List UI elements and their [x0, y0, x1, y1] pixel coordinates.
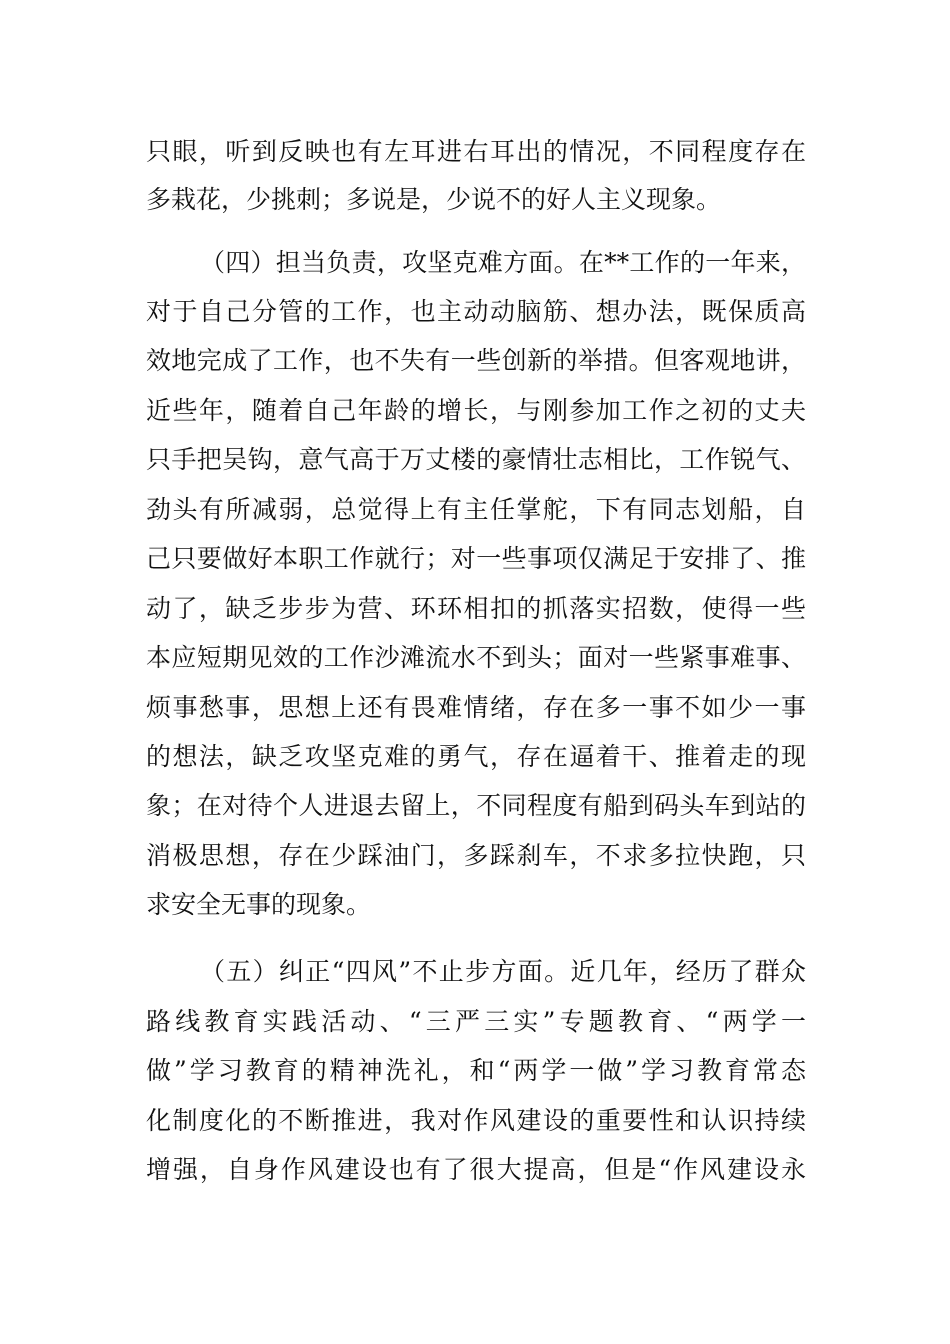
text-line-12: 烦事愁事，思想上还有畏难情绪，存在多一事不如少一事 — [146, 693, 806, 722]
text-line-4: 对于自己分管的工作，也主动动脑筋、想办法，既保质高 — [146, 297, 806, 326]
text-line-13: 的想法，缺乏攻坚克难的勇气，存在逼着干、推着走的现 — [146, 742, 806, 771]
section-5-heading-line: （五）纠正“四风”不止步方面。近几年，经历了群众 — [200, 957, 806, 986]
text-line-2: 多栽花，少挑刺；多说是，少说不的好人主义现象。 — [146, 185, 722, 214]
section-4-heading-line: （四）担当负责，攻坚克难方面。在**工作的一年来， — [200, 248, 806, 277]
text-line-15: 消极思想，存在少踩油门，多踩刹车，不求多拉快跑，只 — [146, 841, 806, 870]
text-line-19: 做”学习教育的精神洗礼，和“两学一做”学习教育常态 — [146, 1056, 806, 1085]
text-line-9: 己只要做好本职工作就行；对一些事项仅满足于安排了、推 — [146, 544, 806, 573]
text-line-5: 效地完成了工作，也不失有一些创新的举措。但客观地讲， — [146, 346, 806, 375]
text-line-8: 劲头有所减弱，总觉得上有主任掌舵，下有同志划船，自 — [146, 495, 806, 524]
text-line-18: 路线教育实践活动、“三严三实”专题教育、“两学一 — [146, 1007, 806, 1036]
text-line-21: 增强，自身作风建设也有了很大提高，但是“作风建设永 — [146, 1155, 806, 1184]
text-line-7: 只手把吴钩，意气高于万丈楼的豪情壮志相比，工作锐气、 — [146, 445, 806, 474]
text-line-1: 只眼，听到反映也有左耳进右耳出的情况，不同程度存在 — [146, 137, 806, 166]
text-line-10: 动了，缺乏步步为营、环环相扣的抓落实招数，使得一些 — [146, 594, 806, 623]
text-line-14: 象；在对待个人进退去留上，不同程度有船到码头车到站的 — [146, 791, 806, 820]
text-line-16: 求安全无事的现象。 — [146, 890, 372, 919]
text-line-6: 近些年，随着自己年龄的增长，与刚参加工作之初的丈夫 — [146, 396, 806, 425]
text-line-11: 本应短期见效的工作沙滩流水不到头；面对一些紧事难事、 — [146, 643, 806, 672]
text-line-20: 化制度化的不断推进，我对作风建设的重要性和认识持续 — [146, 1106, 806, 1135]
